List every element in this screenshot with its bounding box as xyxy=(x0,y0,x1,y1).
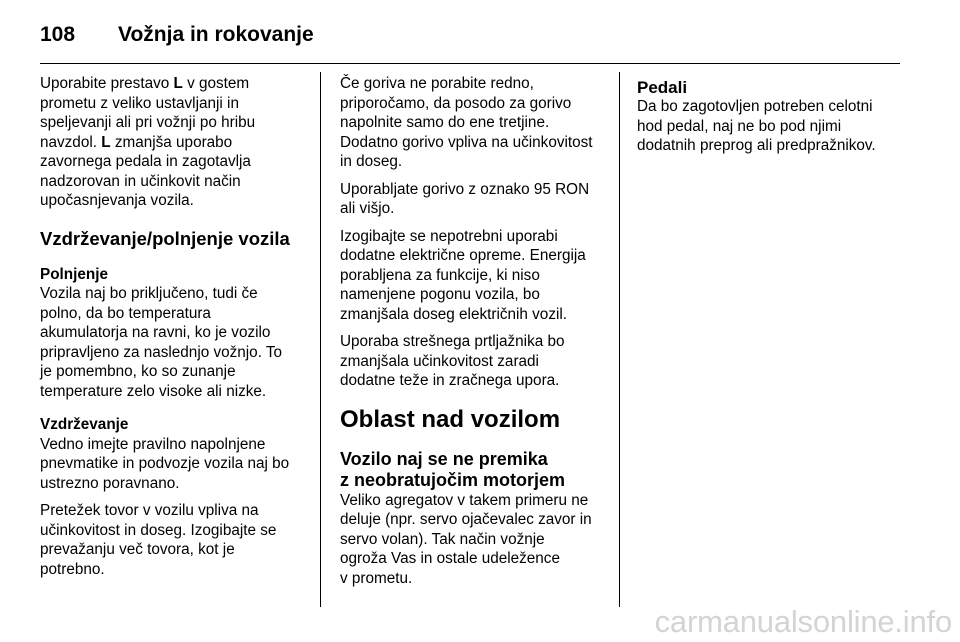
column-divider-1 xyxy=(320,72,321,607)
page-title: Vožnja in rokovanje xyxy=(118,23,314,46)
paragraph-electrical: Izogibajte se nepotrebni uporabi dodatne električne opreme. Energija porabljena za funkcije, ki niso namenjene pogonu vozila, bo zmanjšala doseg električnih vozil. xyxy=(340,227,586,323)
column-right xyxy=(637,74,913,164)
section-heading-vehicle-control: Oblast nad vozilom xyxy=(340,405,561,433)
paragraph-units: Veliko agregatov v takem primeru ne deluje (npr. servo ojačevalec zavor in servo volan). Tak način vožnje ogroža Vas in ostale udeležence v prometu. xyxy=(340,491,592,587)
subheading-no-coasting: Vozilo naj se ne premika z neobratujočim motorjem xyxy=(340,448,566,490)
paragraph-tyres: Vedno imejte pravilno napolnjene pnevmatike in podvozje vozila naj bo ustrezno poravnano. xyxy=(40,435,290,492)
subheading-charging: Polnjenje xyxy=(40,265,108,283)
gear-l-label: L xyxy=(101,133,111,151)
column-left xyxy=(40,74,316,587)
paragraph-gear-l: Uporabite prestavo L v gostem prometu z veliko ustavljanji in speljevanji ali pri vožnji po hribu navzdol. L zmanjša uporabo zavornega pedala in zagotavlja nadzorovan in učinkovit način upočasnjevanja vozila. xyxy=(40,75,256,209)
watermark: carmanualsonline.info xyxy=(654,604,952,639)
subheading-maintenance: Vzdrževanje xyxy=(40,416,129,433)
paragraph-pedals: Da bo zagotovljen potreben celotni hod pedal, naj ne bo pod njimi dodatnih preprog ali predpražnikov. xyxy=(637,98,876,154)
header-divider xyxy=(40,63,900,64)
page-number: 108 xyxy=(40,23,76,46)
gear-l-label: L xyxy=(173,75,183,92)
page-header xyxy=(40,20,314,50)
paragraph-ron: Uporabljate gorivo z oznako 95 RON ali višjo. xyxy=(340,180,590,217)
subheading-pedals: Pedali xyxy=(637,78,688,97)
column-divider-2 xyxy=(619,72,620,607)
paragraph-roof-rack: Uporaba strešnega prtljažnika bo zmanjšala učinkovitost zaradi dodatne teže in zračnega upora. xyxy=(340,333,565,389)
section-heading-maintenance-charging: Vzdrževanje/polnjenje vozila xyxy=(40,227,290,249)
paragraph-load: Pretežek tovor v vozilu vpliva na učinkovitost in doseg. Izogibajte se prevažanju več tovora, kot je potrebno. xyxy=(40,502,277,578)
paragraph-charging: Vozila naj bo priključeno, tudi če polno, da bo temperatura akumulatorja na ravni, ko je vozilo pripravljeno za naslednjo vožnjo. To je pomembno, ko so zunanje temperature zelo visoke ali nizke. xyxy=(40,285,283,400)
paragraph-fuel: Če goriva ne porabite redno, priporočamo, da posodo za gorivo napolnite samo do ene tretjine. Dodatno gorivo vpliva na učinkovitost in doseg. xyxy=(340,75,593,170)
column-middle xyxy=(340,74,612,596)
